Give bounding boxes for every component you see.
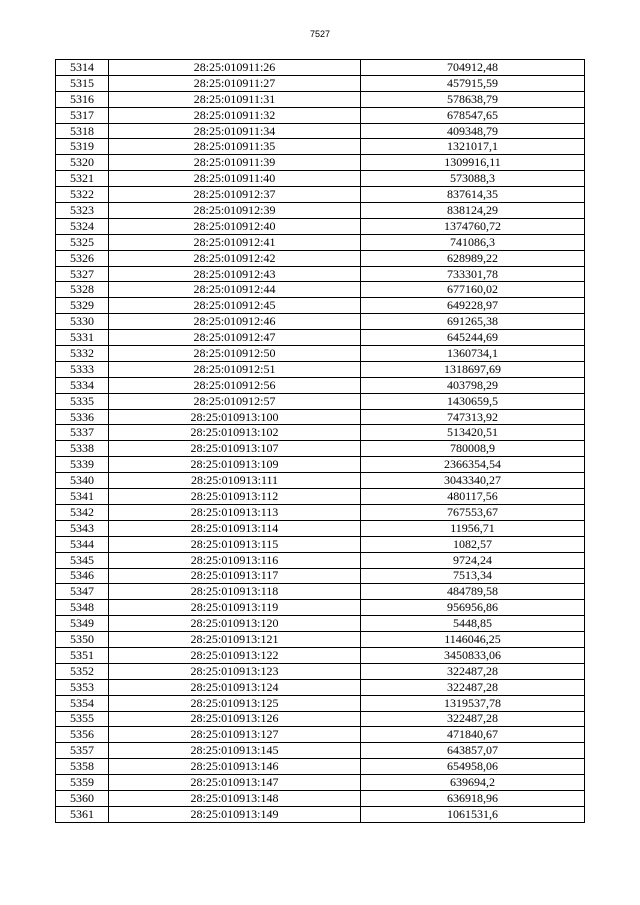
row-number-cell: 5337 [56,425,109,441]
cadastral-number-cell: 28:25:010912:45 [109,298,361,314]
row-number-cell: 5355 [56,711,109,727]
value-cell: 3043340,27 [361,473,585,489]
cadastral-number-cell: 28:25:010913:126 [109,711,361,727]
row-number-cell: 5352 [56,663,109,679]
row-number-cell: 5349 [56,616,109,632]
row-number-cell: 5331 [56,330,109,346]
row-number-cell: 5350 [56,632,109,648]
cadastral-number-cell: 28:25:010913:113 [109,504,361,520]
value-cell: 322487,28 [361,711,585,727]
table-row [56,234,585,250]
cadastral-number-cell: 28:25:010912:57 [109,393,361,409]
table-row [56,457,585,473]
cadastral-number-cell: 28:25:010912:43 [109,266,361,282]
value-cell: 403798,29 [361,377,585,393]
row-number-cell: 5358 [56,759,109,775]
table-row [56,632,585,648]
value-cell: 9724,24 [361,552,585,568]
cadastral-number-cell: 28:25:010913:145 [109,743,361,759]
table-row [56,266,585,282]
table-row [56,409,585,425]
cadastral-number-cell: 28:25:010913:114 [109,520,361,536]
table-row [56,218,585,234]
table-row [56,727,585,743]
value-cell: 704912,48 [361,60,585,76]
row-number-cell: 5327 [56,266,109,282]
row-number-cell: 5328 [56,282,109,298]
cadastral-number-cell: 28:25:010911:35 [109,139,361,155]
row-number-cell: 5318 [56,123,109,139]
value-cell: 409348,79 [361,123,585,139]
table-row [56,790,585,806]
cadastral-number-cell: 28:25:010911:34 [109,123,361,139]
table-row [56,393,585,409]
cadastral-number-cell: 28:25:010912:51 [109,361,361,377]
row-number-cell: 5344 [56,536,109,552]
row-number-cell: 5336 [56,409,109,425]
row-number-cell: 5342 [56,504,109,520]
table-row [56,60,585,76]
row-number-cell: 5334 [56,377,109,393]
value-cell: 780008,9 [361,441,585,457]
cadastral-number-cell: 28:25:010912:39 [109,203,361,219]
cadastral-number-cell: 28:25:010913:112 [109,489,361,505]
row-number-cell: 5339 [56,457,109,473]
value-cell: 3450833,06 [361,647,585,663]
cadastral-number-cell: 28:25:010913:147 [109,775,361,791]
value-cell: 480117,56 [361,489,585,505]
value-cell: 484789,58 [361,584,585,600]
value-cell: 654958,06 [361,759,585,775]
value-cell: 956956,86 [361,600,585,616]
table-row [56,806,585,822]
table-row [56,187,585,203]
cadastral-number-cell: 28:25:010913:125 [109,695,361,711]
row-number-cell: 5320 [56,155,109,171]
row-number-cell: 5326 [56,250,109,266]
table-row [56,536,585,552]
table-row [56,711,585,727]
table-row [56,155,585,171]
value-cell: 639694,2 [361,775,585,791]
table-row [56,75,585,91]
value-cell: 741086,3 [361,234,585,250]
table-row [56,775,585,791]
table-row [56,282,585,298]
value-cell: 649228,97 [361,298,585,314]
table-row [56,679,585,695]
cadastral-number-cell: 28:25:010913:148 [109,790,361,806]
row-number-cell: 5359 [56,775,109,791]
row-number-cell: 5333 [56,361,109,377]
row-number-cell: 5322 [56,187,109,203]
page-number: 7527 [309,29,331,39]
row-number-cell: 5354 [56,695,109,711]
cadastral-number-cell: 28:25:010913:149 [109,806,361,822]
row-number-cell: 5332 [56,346,109,362]
cadastral-number-cell: 28:25:010912:56 [109,377,361,393]
row-number-cell: 5330 [56,314,109,330]
value-cell: 643857,07 [361,743,585,759]
cadastral-number-cell: 28:25:010913:123 [109,663,361,679]
value-cell: 513420,51 [361,425,585,441]
table-row [56,584,585,600]
cadastral-number-cell: 28:25:010912:47 [109,330,361,346]
value-cell: 322487,28 [361,679,585,695]
value-cell: 1319537,78 [361,695,585,711]
value-cell: 645244,69 [361,330,585,346]
cadastral-number-cell: 28:25:010913:109 [109,457,361,473]
table-row [56,663,585,679]
cadastral-number-cell: 28:25:010912:40 [109,218,361,234]
table-row [56,647,585,663]
table-row [56,171,585,187]
table-row [56,425,585,441]
row-number-cell: 5323 [56,203,109,219]
cadastral-number-cell: 28:25:010913:121 [109,632,361,648]
value-cell: 767553,67 [361,504,585,520]
value-cell: 677160,02 [361,282,585,298]
cadastral-number-cell: 28:25:010913:124 [109,679,361,695]
value-cell: 1318697,69 [361,361,585,377]
value-cell: 2366354,54 [361,457,585,473]
row-number-cell: 5324 [56,218,109,234]
cadastral-number-cell: 28:25:010911:40 [109,171,361,187]
value-cell: 471840,67 [361,727,585,743]
row-number-cell: 5356 [56,727,109,743]
cadastral-number-cell: 28:25:010912:42 [109,250,361,266]
row-number-cell: 5346 [56,568,109,584]
cadastral-number-cell: 28:25:010913:118 [109,584,361,600]
cadastral-number-cell: 28:25:010911:39 [109,155,361,171]
cadastral-number-cell: 28:25:010911:26 [109,60,361,76]
table-row [56,139,585,155]
value-cell: 1321017,1 [361,139,585,155]
cadastral-number-cell: 28:25:010913:127 [109,727,361,743]
cadastral-number-cell: 28:25:010912:46 [109,314,361,330]
value-cell: 11956,71 [361,520,585,536]
cadastral-number-cell: 28:25:010913:102 [109,425,361,441]
table-row [56,473,585,489]
value-cell: 457915,59 [361,75,585,91]
table-row [56,552,585,568]
row-number-cell: 5335 [56,393,109,409]
table-row [56,377,585,393]
table-row [56,600,585,616]
row-number-cell: 5347 [56,584,109,600]
row-number-cell: 5321 [56,171,109,187]
table-row [56,107,585,123]
cadastral-number-cell: 28:25:010913:122 [109,647,361,663]
value-cell: 837614,35 [361,187,585,203]
table-row [56,759,585,775]
row-number-cell: 5341 [56,489,109,505]
row-number-cell: 5319 [56,139,109,155]
cadastral-number-cell: 28:25:010911:27 [109,75,361,91]
table-row [56,314,585,330]
table-row [56,520,585,536]
table-body [56,60,585,823]
cadastral-number-cell: 28:25:010913:117 [109,568,361,584]
cadastral-number-cell: 28:25:010913:115 [109,536,361,552]
cadastral-number-cell: 28:25:010913:107 [109,441,361,457]
cadastral-number-cell: 28:25:010913:116 [109,552,361,568]
value-cell: 578638,79 [361,91,585,107]
row-number-cell: 5361 [56,806,109,822]
value-cell: 1374760,72 [361,218,585,234]
cadastral-number-cell: 28:25:010913:146 [109,759,361,775]
table-row [56,330,585,346]
row-number-cell: 5357 [56,743,109,759]
table-row [56,568,585,584]
value-cell: 1061531,6 [361,806,585,822]
row-number-cell: 5345 [56,552,109,568]
value-cell: 1309916,11 [361,155,585,171]
cadastral-number-cell: 28:25:010913:100 [109,409,361,425]
table-row [56,123,585,139]
cadastral-number-cell: 28:25:010913:120 [109,616,361,632]
table-row [56,298,585,314]
table-row [56,695,585,711]
value-cell: 747313,92 [361,409,585,425]
value-cell: 628989,22 [361,250,585,266]
table-row [56,616,585,632]
table-row [56,250,585,266]
row-number-cell: 5329 [56,298,109,314]
value-cell: 1430659,5 [361,393,585,409]
value-cell: 1360734,1 [361,346,585,362]
cadastral-number-cell: 28:25:010912:37 [109,187,361,203]
table-row [56,441,585,457]
cadastral-number-cell: 28:25:010913:111 [109,473,361,489]
value-cell: 691265,38 [361,314,585,330]
row-number-cell: 5314 [56,60,109,76]
value-cell: 636918,96 [361,790,585,806]
table-row [56,489,585,505]
cadastral-number-cell: 28:25:010912:41 [109,234,361,250]
table-row [56,504,585,520]
row-number-cell: 5315 [56,75,109,91]
cadastral-number-cell: 28:25:010912:44 [109,282,361,298]
table-row [56,91,585,107]
value-cell: 573088,3 [361,171,585,187]
cadastral-number-cell: 28:25:010911:32 [109,107,361,123]
value-cell: 733301,78 [361,266,585,282]
cadastral-number-cell: 28:25:010911:31 [109,91,361,107]
table-row [56,743,585,759]
cadastral-number-cell: 28:25:010913:119 [109,600,361,616]
value-cell: 7513,34 [361,568,585,584]
row-number-cell: 5338 [56,441,109,457]
cadastral-value-table [55,59,585,823]
row-number-cell: 5317 [56,107,109,123]
value-cell: 838124,29 [361,203,585,219]
row-number-cell: 5343 [56,520,109,536]
table-row [56,203,585,219]
table-row [56,346,585,362]
row-number-cell: 5360 [56,790,109,806]
cadastral-number-cell: 28:25:010912:50 [109,346,361,362]
row-number-cell: 5325 [56,234,109,250]
value-cell: 5448,85 [361,616,585,632]
row-number-cell: 5351 [56,647,109,663]
value-cell: 678547,65 [361,107,585,123]
row-number-cell: 5340 [56,473,109,489]
table-row [56,361,585,377]
row-number-cell: 5353 [56,679,109,695]
value-cell: 322487,28 [361,663,585,679]
value-cell: 1146046,25 [361,632,585,648]
row-number-cell: 5316 [56,91,109,107]
row-number-cell: 5348 [56,600,109,616]
value-cell: 1082,57 [361,536,585,552]
